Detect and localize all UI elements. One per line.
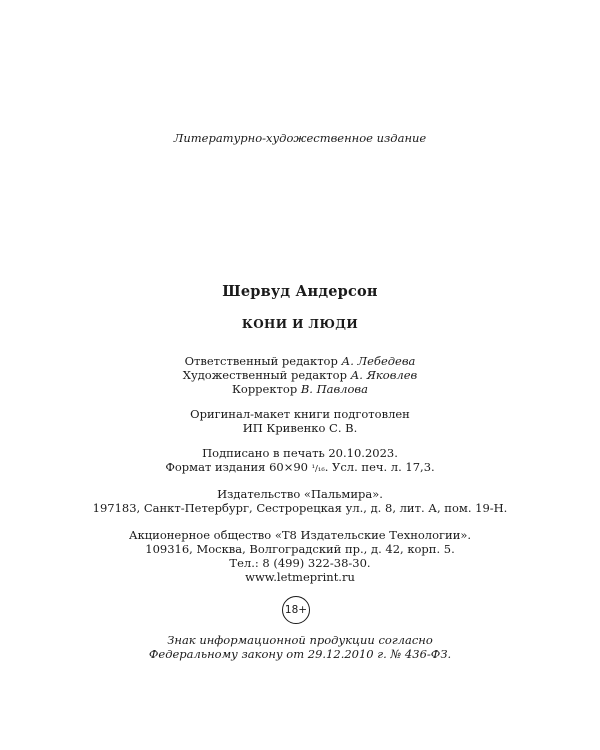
printer-website: www.letmeprint.ru — [245, 570, 355, 584]
credit-art-editor-role: Художественный редактор — [182, 368, 347, 382]
printer-address: 109316, Москва, Волгоградский пр., д. 42, корп. 5. — [145, 542, 455, 556]
edition-type: Литературно-художественное издание — [173, 131, 427, 145]
credit-editor — [0, 354, 600, 368]
printer-phone: Тел.: 8 (499) 322-38-30. — [229, 556, 371, 570]
publisher-name: Издательство «Пальмира». — [217, 487, 383, 501]
layout-prep-line1: Оригинал-макет книги подготовлен — [190, 407, 410, 421]
notice-line1: Знак информационной продукции согласно — [167, 633, 433, 647]
book-title: КОНИ И ЛЮДИ — [241, 317, 359, 331]
credit-proofreader-name: В. Павлова — [300, 382, 368, 396]
print-format-suffix: . Усл. печ. л. 17,3. — [324, 460, 435, 474]
print-format-fraction: ¹/₁₆ — [311, 464, 325, 474]
age-rating-badge: 18+ — [282, 596, 310, 624]
print-format — [0, 460, 600, 476]
publisher-address: 197183, Санкт-Петербург, Сестрорецкая ул., д. 8, лит. А, пом. 19-Н. — [92, 501, 508, 515]
credit-proofreader-role: Корректор — [232, 382, 298, 396]
credit-editor-name: А. Лебедева — [341, 354, 416, 368]
print-signed: Подписано в печать 20.10.2023. — [202, 446, 398, 460]
credit-editor-role: Ответственный редактор — [184, 354, 338, 368]
printer-name: Акционерное общество «Т8 Издательские Технологии». — [128, 528, 472, 542]
print-format-prefix: Формат издания 60×90 — [165, 460, 312, 474]
layout-prep-line2: ИП Кривенко С. В. — [242, 421, 358, 435]
author-name: Шервуд Андерсон — [222, 283, 378, 300]
credit-proofreader — [0, 382, 600, 396]
credit-art-editor — [0, 368, 600, 382]
credit-art-editor-name: А. Яковлев — [350, 368, 418, 382]
notice-line2: Федеральному закону от 29.12.2010 г. № 436-ФЗ. — [148, 647, 452, 661]
